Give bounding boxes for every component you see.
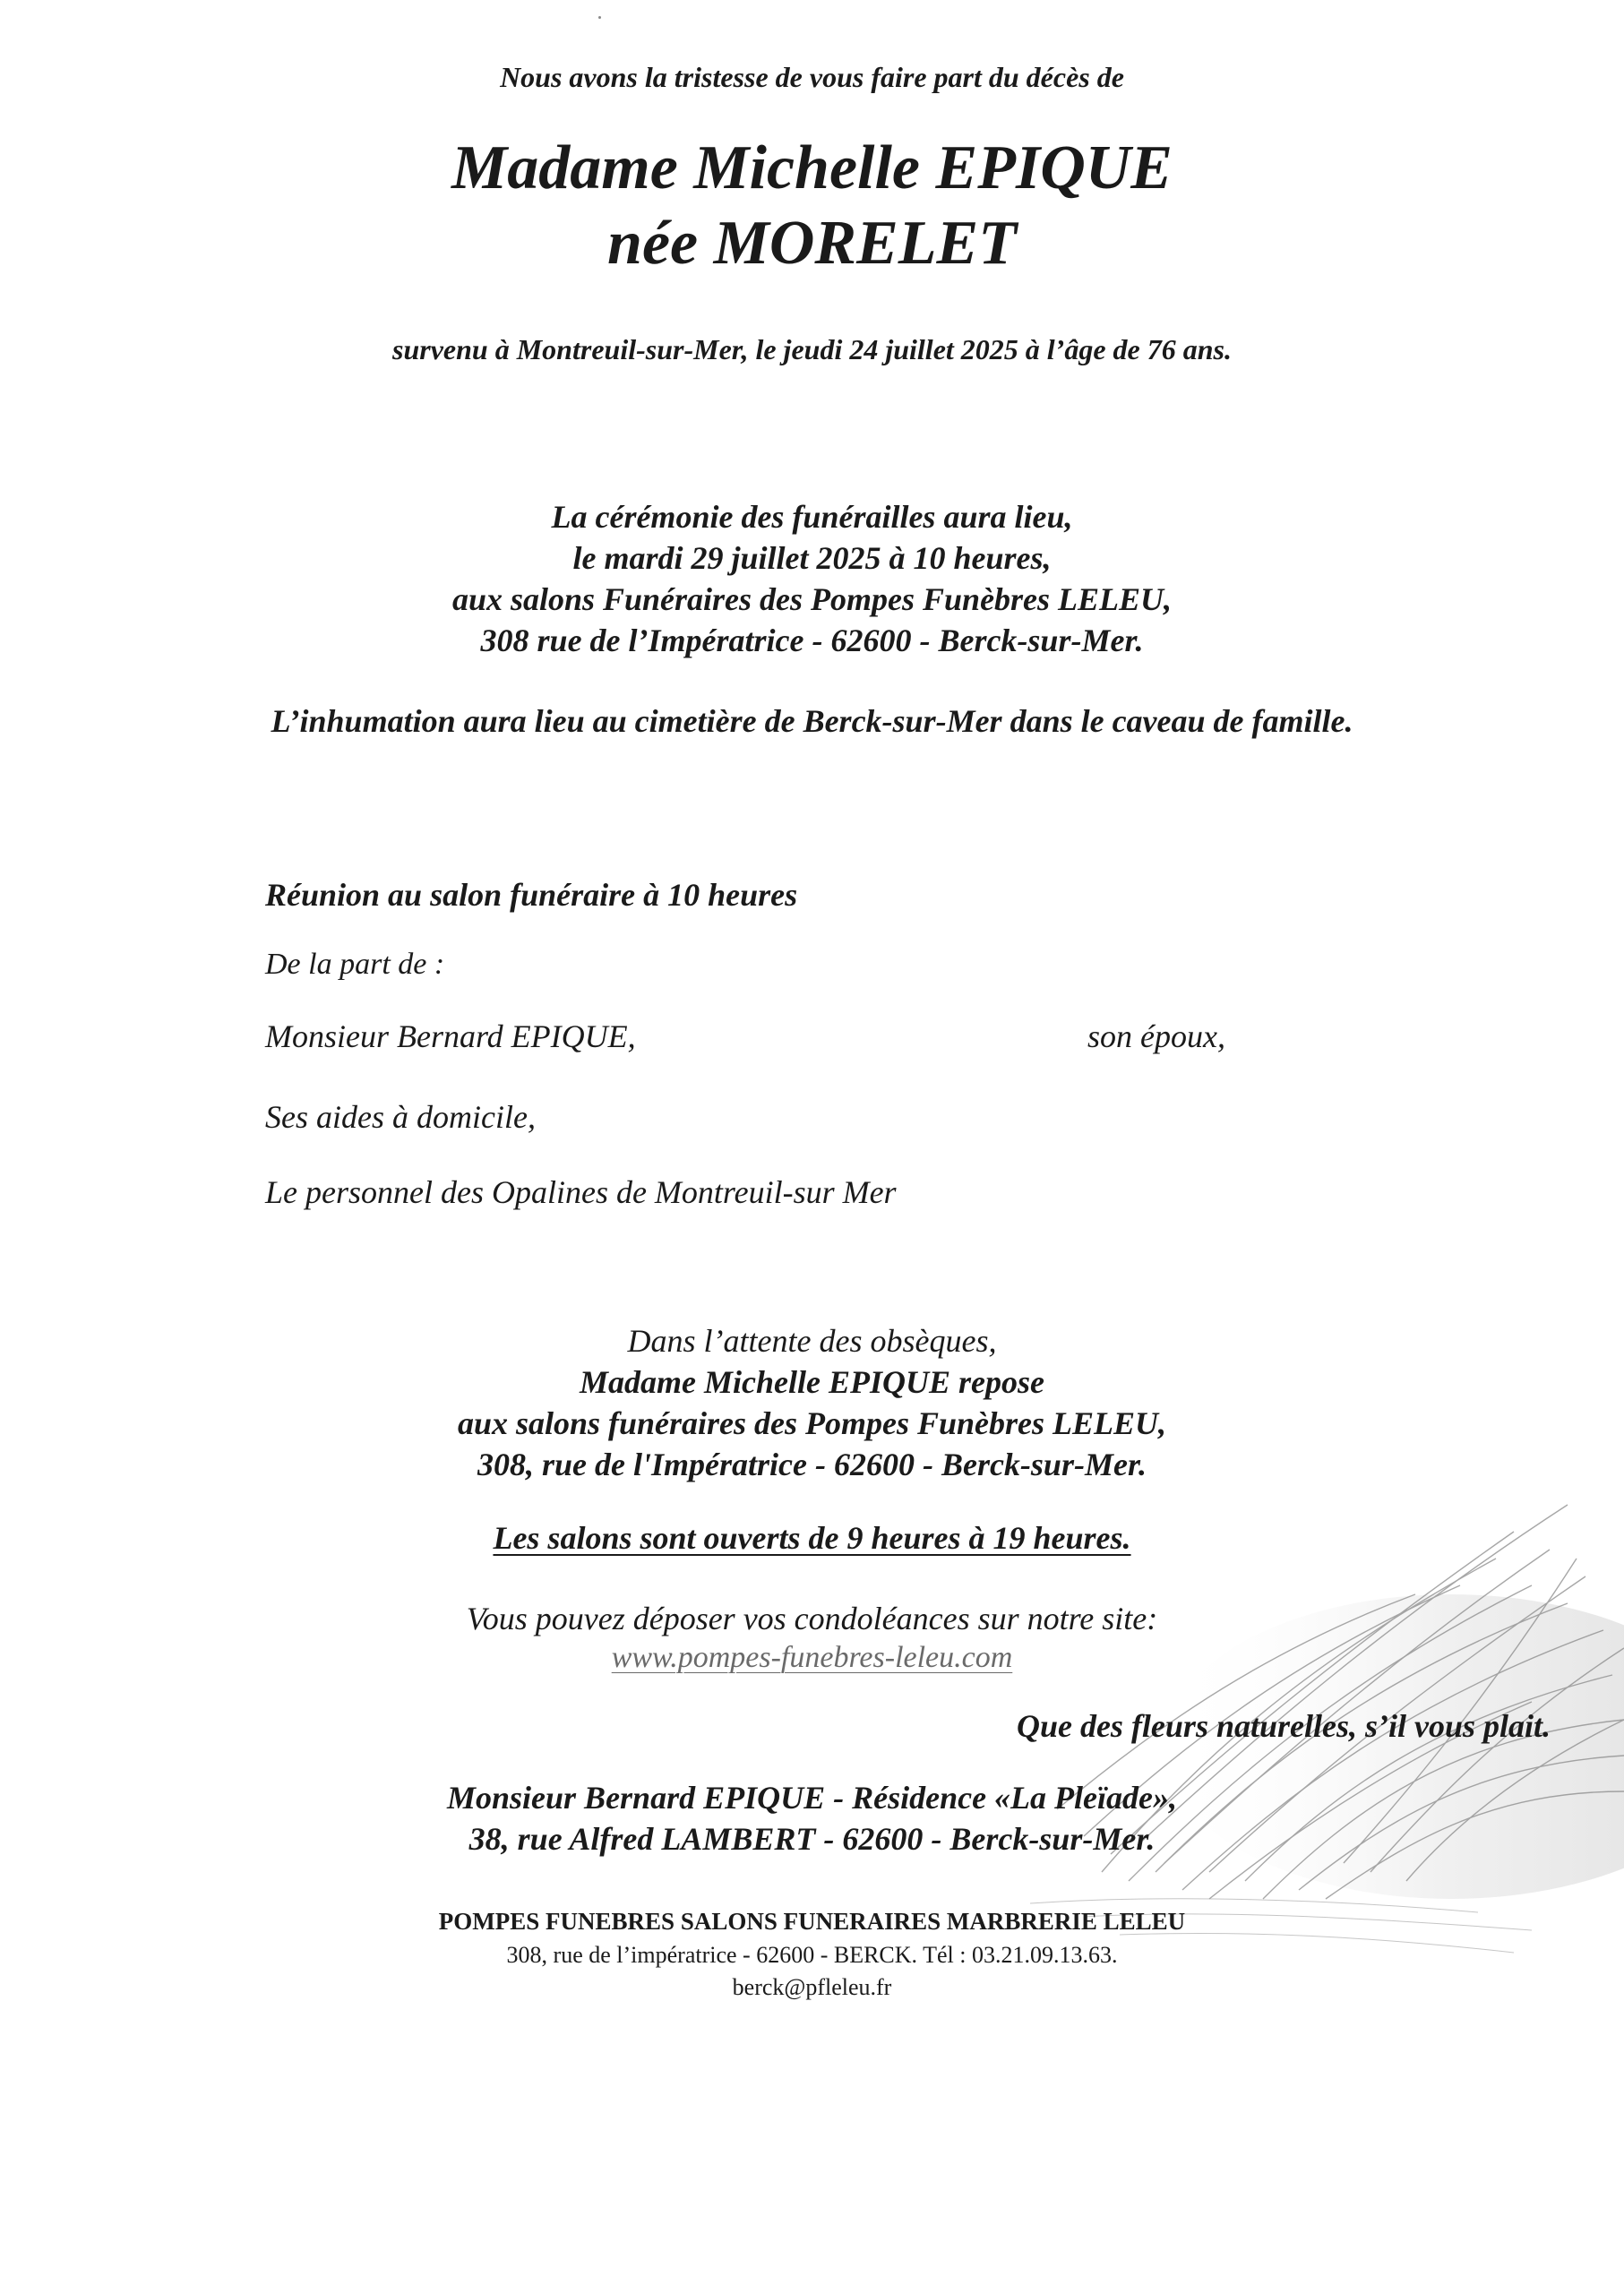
death-details: survenu à Montreuil-sur-Mer, le jeudi 24 juillet 2025 à l’âge de 76 ans. <box>392 333 1232 365</box>
staff-line: Le personnel des Opalines de Montreuil-sur Mer <box>265 1174 897 1210</box>
meeting-info: Réunion au salon funéraire à 10 heures <box>265 877 798 913</box>
footer-company: POMPES FUNEBRES SALONS FUNERAIRES MARBRERIE LELEU <box>438 1908 1186 1935</box>
website-link[interactable] <box>0 1641 1624 1675</box>
burial-info: L’inhumation aura lieu au cimetière de Berck-sur-Mer dans le caveau de famille. <box>271 703 1353 739</box>
website-link-text[interactable]: www.pompes-funebres-leleu.com <box>611 1641 1013 1674</box>
ceremony-date: le mardi 29 juillet 2025 à 10 heures, <box>572 540 1052 576</box>
footer-contact: 308, rue de l’impératrice - 62600 - BERCK. Tél : 03.21.09.13.63. <box>506 1942 1118 1968</box>
family-address-line-1: Monsieur Bernard EPIQUE - Résidence «La Pleïade», <box>447 1780 1177 1816</box>
opening-hours <box>0 1519 1624 1557</box>
home-aides: Ses aides à domicile, <box>265 1099 536 1135</box>
rest-line-2: Madame Michelle EPIQUE repose <box>580 1364 1044 1400</box>
ceremony-venue: aux salons Funéraires des Pompes Funèbres LELEU, <box>451 581 1173 617</box>
rest-line-1: Dans l’attente des obsèques, <box>627 1323 997 1359</box>
from-label: De la part de : <box>265 948 445 981</box>
maiden-name: née MORELET <box>607 209 1017 278</box>
condolences-text: Vous pouvez déposer vos condoléances sur notre site: <box>466 1601 1158 1636</box>
footer-email: berck@pfleleu.fr <box>732 1974 892 2000</box>
family-address-line-2: 38, rue Alfred LAMBERT - 62600 - Berck-sur-Mer. <box>468 1821 1156 1857</box>
flowers-note: Que des fleurs naturelles, s’il vous plait. <box>1016 1708 1551 1744</box>
opening-hours-text: Les salons sont ouverts de 9 heures à 19 heures. <box>493 1520 1131 1556</box>
ceremony-line-1: La cérémonie des funérailles aura lieu, <box>551 499 1073 535</box>
ceremony-address: 308 rue de l’Impératrice - 62600 - Berck-sur-Mer. <box>480 623 1144 658</box>
spouse-relation: son époux, <box>1087 1018 1225 1054</box>
spouse-name: Monsieur Bernard EPIQUE, <box>265 1018 636 1054</box>
rest-venue: aux salons funéraires des Pompes Funèbres LELEU, <box>457 1405 1167 1441</box>
scan-speck <box>598 16 601 19</box>
rest-address: 308, rue de l'Impératrice - 62600 - Berck-sur-Mer. <box>477 1447 1147 1482</box>
deceased-name: Madame Michelle EPIQUE <box>451 133 1173 202</box>
intro-text: Nous avons la tristesse de vous faire part du décès de <box>500 61 1124 93</box>
